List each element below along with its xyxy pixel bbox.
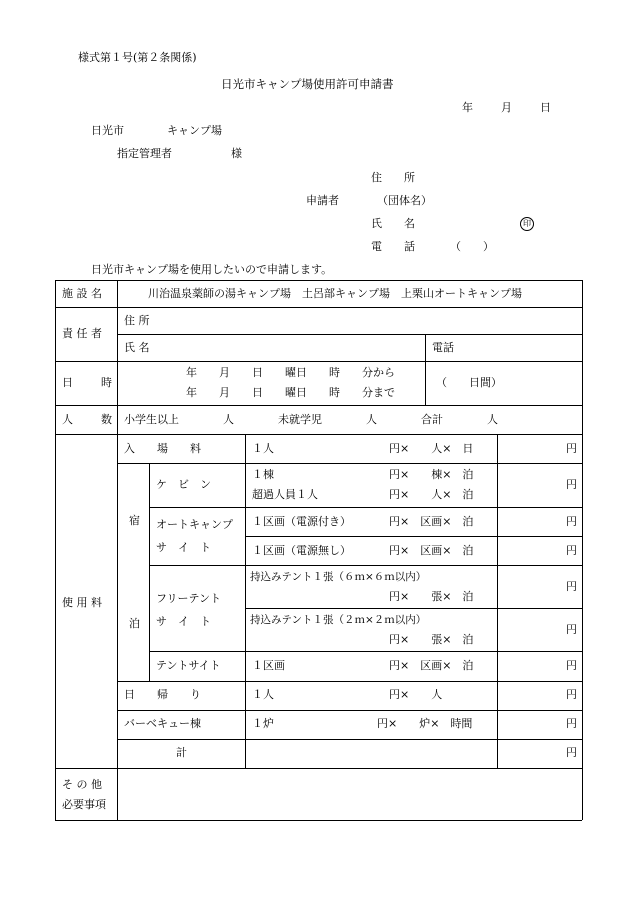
facility-value: 川治温泉薬師の湯キャンプ場 土呂部キャンプ場 上栗山オートキャンプ場 <box>148 287 522 300</box>
cabin-calc1: 円× 棟× 泊 <box>389 468 474 481</box>
tent-content: １区画 <box>252 659 285 672</box>
stay-label-b: 泊 <box>129 617 140 630</box>
addressee-manager: 指定管理者 <box>117 147 172 160</box>
datetime-from-line: 年 月 日 曜日 時 分から <box>186 366 395 379</box>
responsible-phone-label: 電話 <box>432 341 454 354</box>
other-label1: そ の 他 <box>62 778 102 791</box>
tent-label: テントサイト <box>156 659 221 672</box>
bbq-calc: 円× 炉× 時間 <box>377 717 473 730</box>
cabin-line2: 超過人員１人 <box>252 488 318 501</box>
applicant-label: 申請者 <box>306 194 339 207</box>
datetime-label-a: 日 <box>62 376 73 389</box>
addressee-camp: キャンプ場 <box>167 124 222 137</box>
form-number: 様式第１号(第２条関係) <box>78 51 197 64</box>
cabin-label: ケ ビ ン <box>156 478 211 491</box>
tent-yen: 円 <box>566 659 577 672</box>
free-yen2: 円 <box>566 623 577 636</box>
entry-calc: 円× 人× 日 <box>389 442 474 455</box>
intro-text: 日光市キャンプ場を使用したいので申請します。 <box>91 263 333 276</box>
date-year: 年 <box>462 101 473 114</box>
people-line: 小学生以上 人 未就学児 人 合計 人 <box>124 413 498 426</box>
free-label2: サ イ ト <box>156 615 211 628</box>
total-label: 計 <box>176 746 187 759</box>
free-calc2: 円× 張× 泊 <box>389 633 474 646</box>
tent-calc: 円× 区画× 泊 <box>389 659 474 672</box>
auto-calc2: 円× 区画× 泊 <box>389 544 474 557</box>
total-yen: 円 <box>566 746 577 759</box>
applicant-phone-paren: （ ） <box>450 240 494 253</box>
datetime-label-b: 時 <box>101 376 112 389</box>
auto-label1: オートキャンプ <box>156 518 233 531</box>
applicant-group-label: （団体名） <box>377 194 432 207</box>
datetime-to-line: 年 月 日 曜日 時 分まで <box>186 386 395 399</box>
auto-line2: １区画（電源無し） <box>252 544 351 557</box>
auto-calc1: 円× 区画× 泊 <box>389 515 474 528</box>
date-month: 月 <box>501 101 512 114</box>
stay-label-a: 宿 <box>129 514 140 527</box>
applicant-address-label: 住 所 <box>371 171 415 184</box>
auto-line1: １区画（電源付き） <box>252 515 351 528</box>
form-title: 日光市キャンプ場使用許可申請書 <box>221 77 394 91</box>
dayuse-yen: 円 <box>566 688 577 701</box>
cabin-yen: 円 <box>566 478 577 491</box>
applicant-phone-label: 電 話 <box>371 240 415 253</box>
auto-label2: サ イ ト <box>156 541 211 554</box>
auto-yen1: 円 <box>566 515 577 528</box>
entry-yen: 円 <box>566 442 577 455</box>
free-line1: 持込みテント１張（６ｍ×６ｍ以内） <box>250 571 427 583</box>
entry-content: １人 <box>252 442 274 455</box>
applicant-name-label: 氏 名 <box>371 217 415 230</box>
auto-yen2: 円 <box>566 544 577 557</box>
free-calc1: 円× 張× 泊 <box>389 590 474 603</box>
bbq-yen: 円 <box>566 717 577 730</box>
dayuse-content: １人 <box>252 688 274 701</box>
entry-label: 入 場 料 <box>124 442 201 455</box>
fees-label: 使 用 料 <box>62 596 102 609</box>
datetime-days: （ 日間） <box>436 376 502 389</box>
responsible-address-label: 住 所 <box>124 314 150 327</box>
dayuse-label: 日 帰 り <box>124 688 201 701</box>
free-label1: フリーテント <box>156 592 222 605</box>
responsible-name-label: 氏 名 <box>124 341 150 354</box>
dayuse-calc: 円× 人 <box>389 688 443 701</box>
cabin-calc2: 円× 人× 泊 <box>389 488 474 501</box>
people-label-a: 人 <box>62 413 73 426</box>
addressee-sama: 様 <box>231 147 242 160</box>
bbq-content: １炉 <box>252 717 274 730</box>
facility-label: 施 設 名 <box>62 287 102 300</box>
responsible-label: 責 任 者 <box>62 327 102 340</box>
addressee-city: 日光市 <box>91 124 124 137</box>
bbq-label: バーベキュー棟 <box>124 717 201 730</box>
free-yen1: 円 <box>566 580 577 593</box>
free-line2: 持込みテント１張（２ｍ×２ｍ以内） <box>250 614 427 626</box>
other-label2: 必要事項 <box>62 798 106 811</box>
seal-mark: 印 <box>520 216 534 231</box>
people-label-b: 数 <box>101 413 112 426</box>
cabin-line1: １棟 <box>252 468 274 481</box>
date-day: 日 <box>540 101 551 114</box>
